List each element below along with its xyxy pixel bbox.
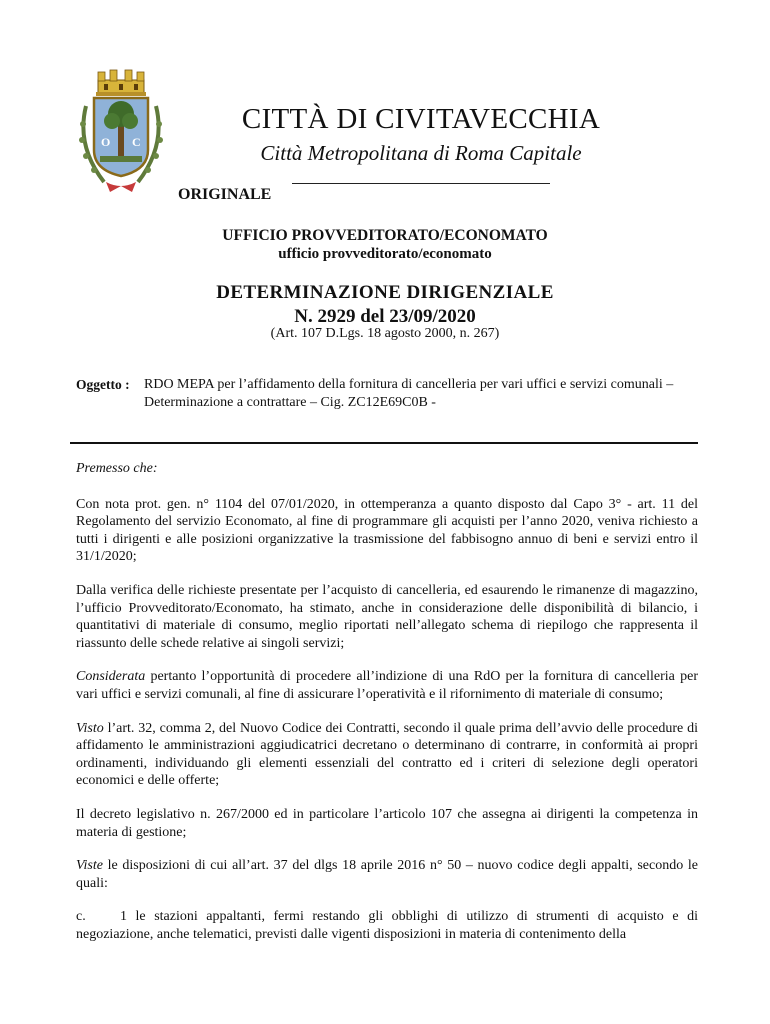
paragraph: [76, 668, 698, 703]
svg-text:C: C: [132, 135, 141, 149]
document-body: [76, 460, 698, 959]
paragraph-text: le disposizioni di cui all’art. 37 del dlgs 18 aprile 2016 n° 50 – nuovo codice degli appalti, secondo le quali:: [76, 858, 698, 891]
list-item-text: 1 le stazioni appaltanti, fermi restando gli obblighi di utilizzo di strumenti di acquisto e di negoziazione, anche telematici, previsti dalle vigenti disposizioni in materia di contenimento della: [76, 909, 698, 942]
determination-heading: DETERMINAZIONE DIRIGENZIALE: [216, 282, 554, 303]
paragraph: Dalla verifica delle richieste presentate per l’acquisto di cancelleria, ed esaurendo le rimanenze di magazzino, l’ufficio Provveditorato/Economato, ha stimato, anche in considerazione delle disponibilità di bilancio, i quantitativi di materiale di consumo, meglio riportati nell’allegato schema di riepilogo che rappresenta il riassunto delle schede relative ai singoli servizi;: [76, 582, 698, 651]
section-divider: [70, 442, 698, 444]
office-subname: ufficio provveditorato/economato: [278, 246, 492, 262]
paragraph-lead: Viste: [76, 858, 103, 874]
paragraph-text: pertanto l’opportunità di procedere all’indizione di una RdO per la fornitura di cancelleria per vari uffici e servizi comunali, al fine di assicurare l’operatività e il rifornimento di materiale di consumo;: [76, 669, 698, 702]
city-crest-icon: [74, 66, 168, 194]
paragraph: Con nota prot. gen. n° 1104 del 07/01/2020, in ottemperanza a quanto disposto dal Capo 3° - art. 11 del Regolamento del servizio Economato, al fine di programmare gli acquisti per l’anno 2020, veniva richiesto a tutti i dirigenti e alle posizioni organizzative la trasmissione del fabbisogno annuo di beni e servizi entro il 31/1/2020;: [76, 496, 698, 565]
determination-number: N. 2929 del 23/09/2020: [294, 306, 476, 327]
city-title: CITTÀ DI CIVITAVECCHIA: [241, 103, 601, 135]
header-rule: [292, 183, 550, 184]
premesso-heading: Premesso che:: [76, 461, 158, 476]
paragraph-lead: Considerata: [76, 669, 146, 685]
city-subtitle: Città Metropolitana di Roma Capitale: [260, 141, 582, 165]
subject-label: Oggetto :: [76, 377, 130, 392]
law-reference: (Art. 107 D.Lgs. 18 agosto 2000, n. 267): [270, 326, 500, 341]
paragraph-lead: Visto: [76, 720, 104, 736]
document-status: ORIGINALE: [178, 186, 272, 203]
paragraph: [76, 857, 698, 892]
paragraph: [76, 720, 698, 790]
svg-text:O: O: [101, 135, 111, 149]
subject-text: RDO MEPA per l’affidamento della fornitura di cancelleria per vari uffici e servizi comunali – Determinazione a contrattare – Cig. ZC12E69C0B -: [144, 377, 674, 410]
paragraph: Il decreto legislativo n. 267/2000 ed in particolare l’articolo 107 che assegna ai dirigenti la competenza in materia di gestione;: [76, 806, 698, 840]
list-item: [76, 908, 698, 943]
office-name: UFFICIO PROVVEDITORATO/ECONOMATO: [222, 227, 548, 244]
paragraph-text: l’art. 32, comma 2, del Nuovo Codice dei Contratti, secondo il quale prima dell’avvio delle procedure di affidamento le amministrazioni aggiudicatrici decretano o determinano di contrarre, in conformità ai propri ordinamenti, individuando gli elementi essenziali del contratto ed i criteri di selezione degli operatori economici e delle offerte;: [76, 720, 698, 789]
list-marker: c.: [76, 909, 86, 925]
